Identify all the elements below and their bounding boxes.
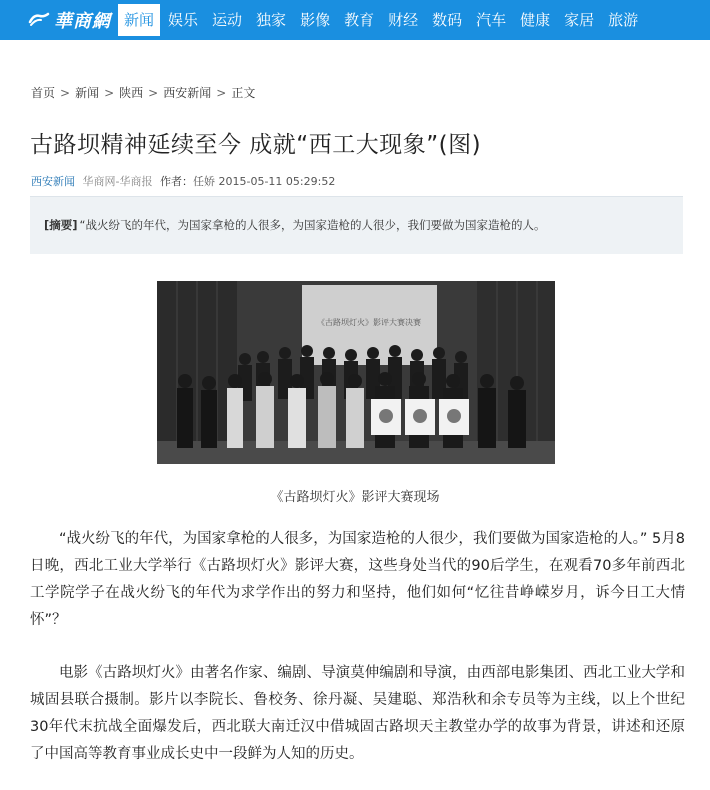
page-title: 古路坝精神延续至今 成就“西工大现象”(图) — [30, 132, 482, 158]
nav-item-photos[interactable]: 影像 — [300, 11, 331, 29]
category-link[interactable]: 西安新闻 — [31, 175, 75, 188]
nav-item-education[interactable]: 教育 — [344, 11, 375, 29]
breadcrumb-separator: > — [104, 86, 115, 100]
nav-item-exclusive[interactable]: 独家 — [256, 11, 287, 29]
nav-item-finance[interactable]: 财经 — [388, 11, 419, 29]
author-label: 作者： — [159, 175, 193, 188]
breadcrumb-separator: > — [148, 86, 159, 100]
breadcrumb-shaanxi[interactable]: 陕西 — [119, 86, 144, 100]
summary-text: “战火纷飞的年代，为国家拿枪的人很多，为国家造枪的人很少，我们要做为国家造枪的人。 — [79, 218, 546, 232]
summary-label: [摘要] — [44, 218, 78, 232]
breadcrumb-current: 正文 — [231, 86, 256, 100]
publish-datetime: 2015-05-11 05:29:52 — [218, 175, 336, 188]
main-nav — [118, 0, 646, 40]
nav-item-home[interactable]: 家居 — [564, 11, 595, 29]
breadcrumb-home[interactable]: 首页 — [31, 86, 56, 100]
nav-item-travel[interactable]: 旅游 — [608, 11, 639, 29]
breadcrumb-separator: > — [216, 86, 227, 100]
article-paragraph: 电影《古路坝灯火》由著名作家、编剧、导演莫伸编剧和导演，由西部电影集团、西北工业大学和城固县联合摄制。影片以李院长、鲁校务、徐丹凝、吴建聪、郑浩秋和余专员等为主线，以上个世纪30年代末抗战全面爆发后，西北联大南迁汉中借城固古路坝天主教堂办学的故事为背景，讲述和还原了中国高等教育事业成长史中一段鲜为人知的历史。 — [30, 665, 685, 762]
nav-item-sports[interactable]: 运动 — [212, 11, 243, 29]
photo-screen-text: 《古路坝灯火》影评大赛决赛 — [317, 318, 421, 327]
source-label: 华商网-华商报 — [82, 175, 153, 188]
logo-text: 華商網 — [54, 11, 111, 32]
breadcrumb — [31, 84, 255, 101]
breadcrumb-separator: > — [60, 86, 71, 100]
nav-item-entertainment[interactable]: 娱乐 — [168, 11, 199, 29]
photo-caption: 《古路坝灯火》影评大赛现场 — [270, 490, 440, 505]
article-meta — [31, 173, 335, 189]
nav-item-digital[interactable]: 数码 — [432, 11, 463, 29]
breadcrumb-news[interactable]: 新闻 — [75, 86, 100, 100]
nav-item-auto[interactable]: 汽车 — [476, 11, 507, 29]
article-photo — [157, 281, 555, 464]
top-nav-bar — [0, 0, 710, 40]
site-logo[interactable] — [28, 7, 111, 33]
article-paragraph: “战火纷飞的年代，为国家拿枪的人很多，为国家造枪的人很少，我们要做为国家造枪的人。” 5月8日晚，西北工业大学举行《古路坝灯火》影评大赛，这些身处当代的90后学生，在观看70多年前西北工学院学子在战火纷飞的年代为求学作出的努力和坚持，他们如何“忆往昔峥嵘岁月，诉今日工大情怀”？ — [30, 531, 685, 628]
nav-item-news[interactable]: 新闻 — [118, 4, 160, 36]
breadcrumb-xian-news[interactable]: 西安新闻 — [163, 86, 212, 100]
author-name: 任娇 — [192, 175, 215, 188]
summary-box — [30, 196, 683, 254]
logo-wave-icon — [28, 12, 50, 28]
nav-item-health[interactable]: 健康 — [520, 11, 551, 29]
